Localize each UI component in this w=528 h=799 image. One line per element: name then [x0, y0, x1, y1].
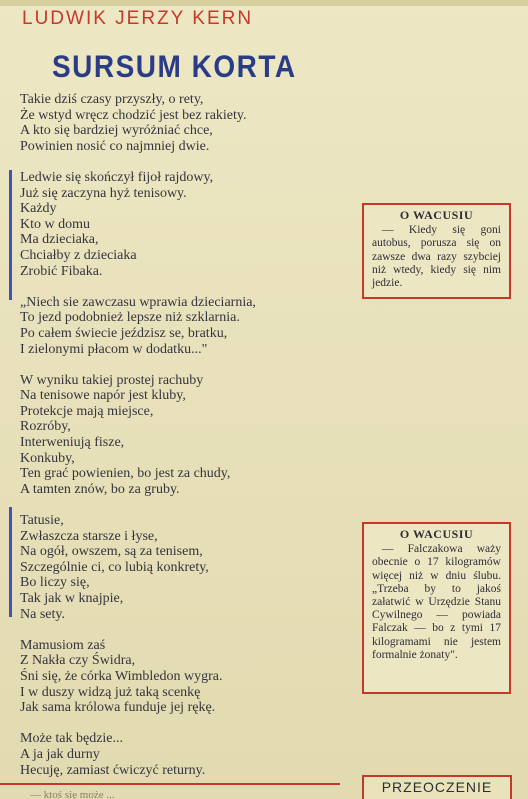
- poem-line: Że wstyd wręcz chodzić jest bez rakiety.: [20, 107, 247, 123]
- poem-line: To jezd podobnież lepsze niż szklarnia.: [20, 310, 240, 326]
- poem-line: Śni się, że córka Wimbledon wygra.: [20, 668, 223, 684]
- poem-line: Już się zaczyna hyż tenisowy.: [20, 185, 187, 201]
- joke-box-1-title: O WACUSIU: [399, 208, 474, 222]
- poem-stanza: [20, 373, 350, 498]
- poem-line: Mamusiom zaś: [20, 637, 106, 653]
- joke-box-2: [362, 522, 511, 694]
- poem-line: Zrobić Fibaka.: [20, 263, 103, 279]
- cut-off-text: — ktoś się może ...: [30, 789, 115, 799]
- poem-line: Może tak będzie...: [20, 731, 124, 747]
- joke-box-1: [362, 203, 511, 299]
- poem-line: Tatusie,: [20, 513, 64, 529]
- poem-line: I zielonymi płacom w dodatku...": [20, 341, 208, 357]
- joke-box-1-text: — Kiedy się goni autobus, porusza się on zawsze dwa razy szybciej niż wtedy, kiedy się nim jedzie.: [372, 224, 501, 290]
- poem-stanza: [20, 731, 350, 778]
- poem-line: Ma dzieciaka,: [20, 232, 99, 248]
- poem-line: Na tenisowe napór jest kluby,: [20, 388, 186, 404]
- poem-line: Po całem świecie jeździsz se, bratku,: [20, 325, 228, 341]
- poem-stanza: [20, 638, 350, 716]
- poem-title: SURSUM KORTA: [52, 49, 297, 84]
- poem-stanza: [20, 170, 350, 279]
- poem-line: Bo liczy się,: [20, 575, 90, 591]
- poem-line: Z Nakła czy Świdra,: [20, 653, 136, 669]
- poem-stanza: [20, 513, 350, 622]
- poem-line: Zwłaszcza starsze i łyse,: [20, 528, 158, 544]
- poem-line: Na ogół, owszem, są za tenisem,: [20, 544, 203, 560]
- poem-line: Takie dziś czasy przyszły, o rety,: [20, 92, 204, 107]
- poem-line: Każdy: [20, 201, 57, 217]
- poem-line: Chciałby z dzieciaka: [20, 247, 137, 263]
- poem-line: Hecuję, zamiast ćwiczyć returny.: [20, 762, 206, 778]
- poem-line: Powinien nosić co najmniej dwie.: [20, 138, 210, 154]
- poem-line: Protekcje mają miejsce,: [20, 403, 154, 419]
- poem-stanza: [20, 92, 350, 154]
- poem-line: Kto w domu: [20, 216, 90, 232]
- poem-line: Jak sama królowa funduje jej rękę.: [20, 700, 216, 716]
- poem-line: Konkuby,: [20, 450, 75, 466]
- author-name: LUDWIK JERZY KERN: [22, 8, 254, 29]
- poem-line: Ten grać powienien, bo jest za chudy,: [20, 466, 231, 482]
- top-strip: [0, 0, 528, 6]
- poem-line: A tamten znów, bo za gruby.: [20, 481, 180, 497]
- poem-line: Ledwie się skończył fijoł rajdowy,: [20, 169, 214, 185]
- poem-line: Na sety.: [20, 606, 65, 622]
- poem-body: [20, 92, 350, 794]
- poem-stanza: [20, 295, 350, 357]
- poem-line: Rozróby,: [20, 419, 71, 435]
- side-rule-lower: [9, 507, 12, 617]
- poem-line: W wyniku takiej prostej rachuby: [20, 372, 204, 388]
- poem-line: „Niech sie zawczasu wprawia dzieciarnia,: [20, 294, 256, 310]
- poem-line: I w duszy widzą już taką scenkę: [20, 684, 201, 700]
- bottom-rule: [0, 783, 340, 788]
- poem-line: Interweniują fisze,: [20, 435, 125, 451]
- side-rule-upper: [9, 170, 12, 300]
- poem-line: A ja jak durny: [20, 746, 100, 762]
- poem-line: Tak jak w knajpie,: [20, 591, 124, 606]
- section-tab-przeoczenie: PRZEOCZENIE: [362, 775, 512, 799]
- joke-box-2-title: O WACUSIU: [399, 527, 474, 541]
- joke-box-2-text: — Falczakowa waży obecnie o 17 kilogramów więcej niż w dniu ślubu. „Trzeba by to jakoś załatwić w Urzędzie Stanu Cywilnego — powiada Falczak — bo z tymi 17 kilogramami nie jestem formalnie żonaty".: [372, 543, 501, 661]
- poem-line: Szczególnie ci, co lubią konkrety,: [20, 559, 209, 575]
- poem-line: A kto się bardziej wyróżniać chce,: [20, 123, 213, 139]
